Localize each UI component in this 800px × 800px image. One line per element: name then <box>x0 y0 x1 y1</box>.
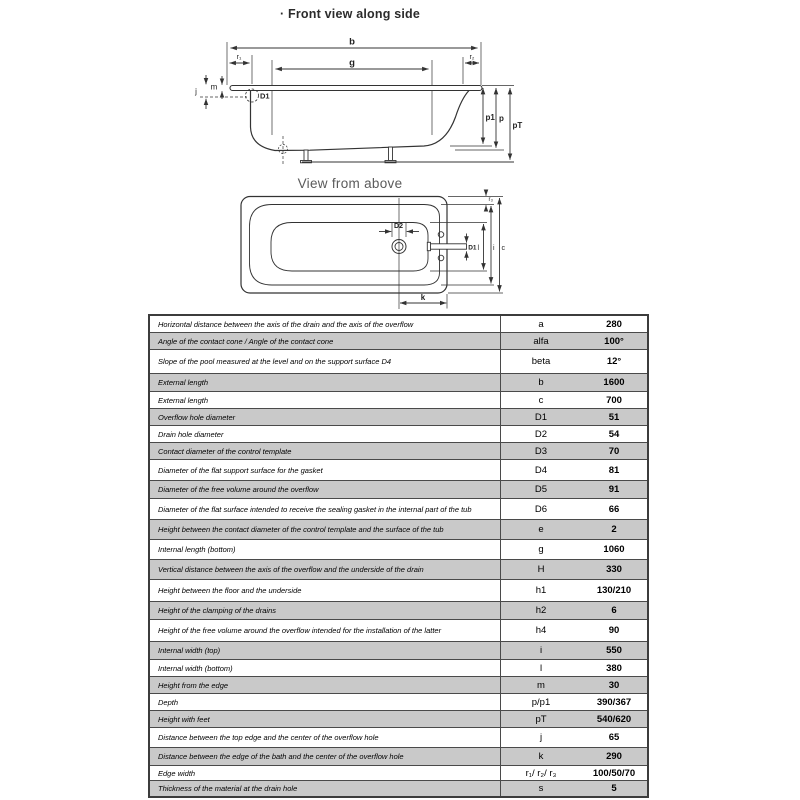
row-symbol: b <box>538 377 544 388</box>
row-desc: Height between the floor and the underside <box>150 580 501 601</box>
row-value: 90 <box>608 625 620 636</box>
table-row <box>150 727 647 747</box>
row-symbol: s <box>538 783 544 794</box>
row-value: 30 <box>608 679 620 691</box>
row-symbol: m <box>537 679 545 691</box>
table-row <box>150 676 647 693</box>
row-symbol: D4 <box>534 464 548 476</box>
table-row <box>150 459 647 480</box>
row-symbol: l <box>539 662 543 674</box>
row-symbol: g <box>538 544 544 555</box>
dim-label-d2: D2 <box>394 223 403 230</box>
row-value: 290 <box>606 751 622 762</box>
table-row <box>150 765 647 780</box>
row-desc: Distance between the edge of the bath and the center of the overflow hole <box>150 748 501 765</box>
table-row <box>150 559 647 579</box>
front-view-drawing <box>194 37 522 166</box>
table-row <box>150 601 647 619</box>
row-symbol: pT <box>535 713 547 725</box>
row-symbol: j <box>539 732 543 743</box>
row-desc: Depth <box>150 694 501 710</box>
row-desc: Height between the contact diameter of the control template and the surface of the tub <box>150 520 501 539</box>
table-row <box>150 539 647 559</box>
table-row <box>150 659 647 676</box>
row-desc: Angle of the contact cone / Angle of the contact cone <box>150 333 501 349</box>
table-row <box>150 619 647 641</box>
row-symbol: D2 <box>534 428 548 440</box>
dim-label-k: k <box>420 293 426 302</box>
table-row <box>150 641 647 659</box>
row-value: 81 <box>608 464 620 476</box>
row-value: 1600 <box>603 377 625 388</box>
row-desc: Internal length (bottom) <box>150 540 501 559</box>
row-desc: Vertical distance between the axis of the overflow and the underside of the drain <box>150 560 501 579</box>
row-desc: Horizontal distance between the axis of the drain and the axis of the overflow <box>150 316 501 332</box>
row-value: 100° <box>604 335 624 347</box>
row-desc: Diameter of the flat support surface for the gasket <box>150 460 501 480</box>
row-value: 54 <box>608 428 620 440</box>
spec-table <box>148 314 649 798</box>
row-symbol: k <box>538 751 544 762</box>
row-desc: Internal width (top) <box>150 642 501 659</box>
row-value: 700 <box>606 394 622 406</box>
row-desc: Height with feet <box>150 711 501 727</box>
table-row <box>150 373 647 391</box>
row-desc: Thickness of the material at the drain hole <box>150 781 501 796</box>
technical-drawing <box>0 0 800 312</box>
row-desc: Drain hole diameter <box>150 426 501 442</box>
top-view-drawing <box>241 190 506 310</box>
row-value: 130/210 <box>596 585 632 596</box>
dim-label-r1: r₁ <box>236 54 242 61</box>
row-value: 330 <box>606 564 622 575</box>
table-row <box>150 442 647 459</box>
row-symbol: a <box>538 318 544 330</box>
row-desc: Diameter of the flat surface intended to receive the sealing gasket in the internal part of the tub <box>150 499 501 519</box>
row-value: 2 <box>611 524 617 535</box>
table-row <box>150 710 647 727</box>
row-desc: Diameter of the free volume around the overflow <box>150 481 501 498</box>
dim-label-l: l <box>477 245 480 252</box>
row-desc: Height of the free volume around the overflow intended for the installation of the latter <box>150 620 501 641</box>
row-value: 51 <box>608 411 620 423</box>
row-symbol: e <box>538 524 544 535</box>
dim-label-c: c <box>501 245 505 252</box>
dim-label-g: g <box>349 57 355 69</box>
row-symbol: D5 <box>534 484 548 495</box>
row-symbol: r₁/ r₂/ r₃ <box>525 767 557 779</box>
row-value: 12° <box>606 356 622 367</box>
table-row <box>150 332 647 349</box>
table-row <box>150 747 647 765</box>
row-desc: Contact diameter of the control template <box>150 443 501 459</box>
row-value: 6 <box>611 605 617 616</box>
row-desc: Slope of the pool measured at the level and on the support surface D4 <box>150 350 501 373</box>
row-symbol: h2 <box>535 605 547 616</box>
top-view-title: View from above <box>297 176 403 191</box>
table-row <box>150 391 647 408</box>
dim-label-d1-top: D1 <box>468 244 477 252</box>
row-symbol: D1 <box>534 411 548 423</box>
dim-label-r2: r₂ <box>469 54 475 61</box>
row-symbol: h1 <box>535 585 547 596</box>
table-row <box>150 349 647 373</box>
row-desc: Distance between the top edge and the center of the overflow hole <box>150 728 501 747</box>
row-symbol: D3 <box>534 445 548 457</box>
dim-label-p: p <box>499 114 504 123</box>
dim-label-p1: p1 <box>485 113 495 122</box>
row-desc: Height of the clamping of the drains <box>150 602 501 619</box>
dim-label-r3: r₃ <box>488 197 493 203</box>
table-row <box>150 498 647 519</box>
row-value: 380 <box>606 662 622 674</box>
row-symbol: H <box>537 564 545 575</box>
row-desc: Overflow hole diameter <box>150 409 501 425</box>
table-row <box>150 408 647 425</box>
dim-label-pT: pT <box>512 121 523 130</box>
dim-label-b: b <box>349 36 355 48</box>
dim-label-m: m <box>210 82 218 92</box>
row-symbol: p/p1 <box>531 696 551 708</box>
row-value: 540/620 <box>596 713 632 725</box>
row-desc: Height from the edge <box>150 677 501 693</box>
table-row <box>150 519 647 539</box>
row-symbol: h4 <box>535 625 547 636</box>
row-value: 5 <box>611 783 617 794</box>
table-row <box>150 780 647 796</box>
table-row <box>150 480 647 498</box>
row-symbol: beta <box>531 356 551 367</box>
row-symbol: D6 <box>534 503 548 515</box>
row-value: 390/367 <box>596 696 632 708</box>
dim-label-j: j <box>195 87 197 96</box>
row-desc: Internal width (bottom) <box>150 660 501 676</box>
row-value: 1060 <box>603 544 625 555</box>
row-value: 280 <box>606 318 622 330</box>
row-value: 91 <box>608 484 620 495</box>
front-view-title: · Front view along side <box>279 7 421 21</box>
table-row <box>150 425 647 442</box>
dim-label-d1-side: D1 <box>260 91 270 101</box>
row-desc: External length <box>150 374 501 391</box>
row-value: 550 <box>606 645 622 656</box>
row-value: 65 <box>608 732 620 743</box>
table-row <box>150 579 647 601</box>
table-row <box>150 693 647 710</box>
row-value: 70 <box>608 445 620 457</box>
row-value: 66 <box>608 503 620 515</box>
dim-label-i: i <box>493 245 495 252</box>
row-symbol: alfa <box>533 335 549 347</box>
row-desc: External length <box>150 392 501 408</box>
row-desc: Edge width <box>150 766 501 780</box>
table-row <box>150 316 647 332</box>
row-symbol: i <box>539 645 543 656</box>
row-value: 100/50/70 <box>592 767 636 779</box>
row-symbol: c <box>538 394 544 406</box>
